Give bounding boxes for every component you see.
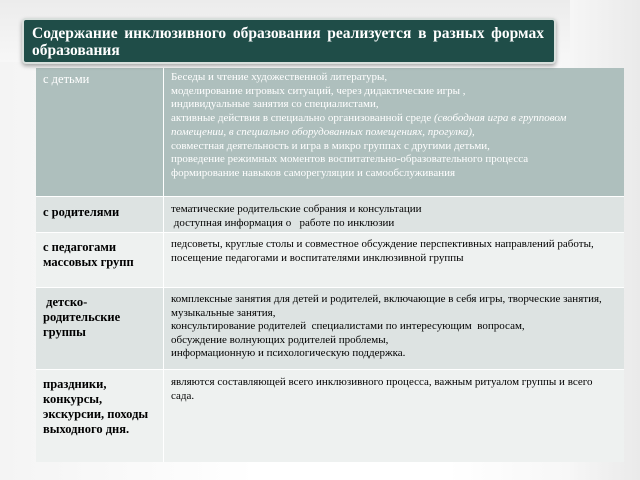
content-line: индивидуальные занятия со специалистами,: [171, 98, 379, 111]
form-cell: с педагогами массовых групп: [43, 240, 134, 269]
content-line: являются составляющей всего инклюзивного процесса, важным ритуалом группы и всего сада.: [171, 376, 593, 402]
table-row-parents: [36, 196, 624, 232]
slide-title: Содержание инклюзивного образования реализуется в разных формах образования: [22, 18, 556, 64]
content-line: консультирование родителей специалистами по интересующим вопросам,: [171, 320, 525, 333]
content-line: тематические родительские собрания и консультации: [171, 203, 422, 215]
content-line: информационную и психологическую поддержка.: [171, 347, 406, 360]
content-cell: [163, 233, 624, 287]
content-line: Беседы и чтение художественной литературы,: [171, 71, 388, 83]
content-line: проведение режимных моментов воспитательно-образовательного процесса: [171, 153, 529, 166]
content-line: совместная деятельность и игра в микро группах с другими детьми,: [171, 139, 490, 152]
form-cell: детско-родительские группы: [43, 295, 124, 339]
form-cell: праздники, конкурсы, экскурсии, походы выходного дня.: [43, 377, 149, 436]
content-italic-text: (свободная игра в групповом помещении, в специально оборудованных помещениях, прогулка),: [171, 112, 567, 138]
table-row-teachers: [36, 232, 624, 287]
content-line: формирование навыков саморегуляции и самообслуживания: [171, 166, 456, 179]
content-line: обсуждение волнующих родителей проблемы,: [171, 333, 389, 346]
table-row-parent-child-groups: [36, 287, 624, 369]
content-line: комплексные занятия для детей и родителей, включающие в себя игры, творческие занятия, музыкальные занятия,: [171, 293, 602, 319]
form-cell: с детьми: [43, 72, 90, 86]
content-text: активные действия в специально организованной среде: [171, 112, 432, 125]
table-row-holidays: [36, 369, 624, 462]
content-cell: [163, 370, 624, 462]
content-line-mixed: [171, 112, 618, 139]
form-cell: с родителями: [43, 205, 120, 219]
education-forms-table: [36, 68, 624, 462]
content-line: доступная информация о работе по инклюзии: [171, 216, 395, 229]
content-cell: [163, 68, 624, 196]
content-cell: [163, 197, 624, 232]
content-line: моделирование игровых ситуаций, через дидактические игры ,: [171, 84, 466, 97]
content-line: посещение педагогами и воспитателями инклюзивной группы: [171, 251, 464, 264]
content-cell: [163, 288, 624, 369]
table-row-children: [36, 68, 624, 196]
content-line: педсоветы, круглые столы и совместное обсуждение перспективных направлений работы,: [171, 238, 594, 250]
